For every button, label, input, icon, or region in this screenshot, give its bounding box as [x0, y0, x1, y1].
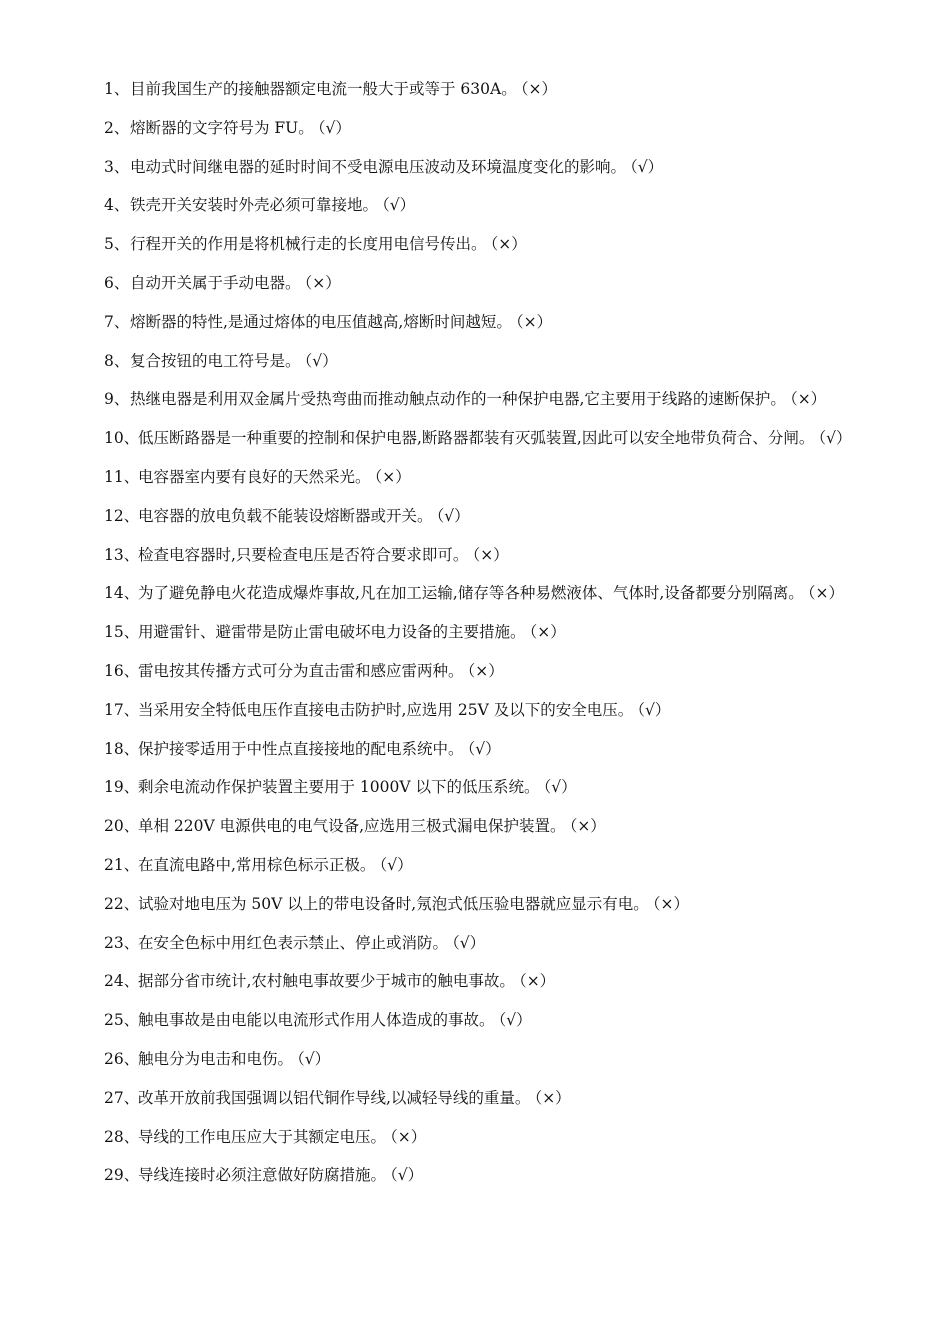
question-number: 8、: [104, 351, 130, 370]
question-text: 雷电按其传播方式可分为直击雷和感应雷两种。: [138, 661, 464, 680]
answer-mark: （√）: [498, 1011, 532, 1030]
answer-mark: （√）: [452, 933, 486, 952]
question-item: [104, 621, 874, 644]
question-number: 16、: [104, 661, 140, 680]
question-item: [104, 699, 874, 722]
answer-mark: （√）: [390, 1166, 424, 1185]
question-item: [104, 815, 874, 838]
question-number: 19、: [104, 778, 140, 797]
question-item: [104, 117, 874, 140]
question-text: 当采用安全特低电压作直接电击防护时,应选用 25V 及以下的安全电压。: [138, 700, 634, 719]
answer-mark: （√）: [379, 855, 413, 874]
question-number: 15、: [104, 623, 140, 642]
answer-mark: （√）: [382, 196, 416, 215]
question-item: [104, 660, 874, 683]
question-number: 2、: [104, 118, 130, 137]
question-number: 28、: [104, 1127, 140, 1146]
answer-mark: （√）: [543, 778, 577, 797]
question-number: 25、: [104, 1011, 140, 1030]
question-item: [104, 854, 874, 877]
question-item: [104, 78, 874, 101]
question-number: 20、: [104, 817, 140, 836]
question-text: 电容器室内要有良好的天然采光。: [138, 467, 371, 486]
question-item: [104, 505, 874, 528]
question-text: 试验对地电压为 50V 以上的带电设备时,氖泡式低压验电器就应显示有电。: [138, 894, 649, 913]
answer-mark: （×）: [652, 894, 689, 913]
question-number: 24、: [104, 972, 140, 991]
question-text: 保护接零适用于中性点直接接地的配电系统中。: [138, 739, 464, 758]
question-text: 导线连接时必须注意做好防腐措施。: [138, 1166, 387, 1185]
answer-mark: （×）: [304, 273, 341, 292]
answer-mark: （×）: [569, 817, 606, 836]
question-text: 熔断器的文字符号为 FU。: [130, 118, 314, 137]
question-text: 自动开关属于手动电器。: [130, 273, 301, 292]
answer-mark: （×）: [472, 545, 509, 564]
question-item: [104, 427, 874, 450]
question-number: 10、: [104, 429, 140, 448]
question-number: 14、: [104, 584, 140, 603]
question-item: [104, 388, 874, 411]
answer-mark: （√）: [467, 739, 501, 758]
question-number: 4、: [104, 196, 130, 215]
question-text: 据部分省市统计,农村触电事故要少于城市的触电事故。: [138, 972, 515, 991]
question-item: [104, 311, 874, 334]
question-number: 27、: [104, 1088, 140, 1107]
question-text: 铁壳开关安装时外壳必须可靠接地。: [130, 196, 379, 215]
answer-mark: （√）: [297, 1049, 331, 1068]
question-number: 5、: [104, 235, 130, 254]
question-number: 1、: [104, 80, 130, 98]
question-text: 复合按钮的电工符号是。: [130, 351, 301, 370]
question-text: 为了避免静电火花造成爆炸事故,凡在加工运输,储存等各种易燃液体、气体时,设备都要分别隔离。: [138, 584, 804, 603]
question-number: 6、: [104, 273, 130, 292]
question-text: 在直流电路中,常用棕色标示正极。: [138, 855, 376, 874]
question-text: 目前我国生产的接触器额定电流一般大于或等于 630A。: [130, 80, 517, 98]
question-number: 29、: [104, 1166, 140, 1185]
answer-mark: （×）: [515, 312, 553, 331]
answer-mark: （×）: [789, 390, 827, 409]
question-text: 熔断器的特性,是通过熔体的电压值越高,熔断时间越短。: [130, 312, 512, 331]
question-item: [104, 350, 874, 373]
question-item: [104, 970, 874, 993]
question-item: [104, 1164, 874, 1187]
question-number: 26、: [104, 1049, 140, 1068]
answer-mark: （√）: [818, 429, 852, 448]
question-item: [104, 544, 874, 567]
answer-mark: （√）: [630, 157, 664, 176]
question-number: 7、: [104, 312, 130, 331]
answer-mark: （×）: [518, 972, 556, 991]
answer-mark: （×）: [490, 235, 527, 254]
question-text: 导线的工作电压应大于其额定电压。: [138, 1127, 387, 1146]
question-item: [104, 466, 874, 489]
question-number: 13、: [104, 545, 140, 564]
question-item: [104, 932, 874, 955]
question-text: 改革开放前我国强调以铝代铜作导线,以减轻导线的重量。: [138, 1088, 531, 1107]
question-item: [104, 776, 874, 799]
question-text: 单相 220V 电源供电的电气设备,应选用三极式漏电保护装置。: [138, 817, 566, 836]
question-number: 12、: [104, 506, 140, 525]
question-text: 热继电器是利用双金属片受热弯曲而推动触点动作的一种保护电器,它主要用于线路的速断保护。: [130, 390, 786, 409]
question-text: 电动式时间继电器的延时时间不受电源电压波动及环境温度变化的影响。: [130, 157, 627, 176]
question-item: [104, 893, 874, 916]
question-number: 23、: [104, 933, 140, 952]
question-item: [104, 156, 874, 179]
question-number: 22、: [104, 894, 140, 913]
question-number: 3、: [104, 157, 130, 176]
question-item: [104, 582, 874, 605]
question-number: 11、: [104, 467, 140, 486]
question-text: 检查电容器时,只要检查电压是否符合要求即可。: [138, 545, 469, 564]
question-text: 在安全色标中用红色表示禁止、停止或消防。: [138, 933, 449, 952]
question-number: 21、: [104, 855, 140, 874]
answer-mark: （√）: [317, 118, 351, 137]
question-item: [104, 1126, 874, 1149]
answer-mark: （×）: [534, 1088, 571, 1107]
question-item: [104, 1087, 874, 1110]
question-text: 剩余电流动作保护装置主要用于 1000V 以下的低压系统。: [138, 778, 540, 797]
answer-mark: （√）: [436, 506, 470, 525]
answer-mark: （×）: [467, 661, 504, 680]
answer-mark: （×）: [374, 467, 411, 486]
answer-mark: （×）: [807, 584, 845, 603]
question-text: 触电事故是由电能以电流形式作用人体造成的事故。: [138, 1011, 495, 1030]
answer-mark: （×）: [520, 80, 557, 98]
question-item: [104, 194, 874, 217]
answer-mark: （×）: [529, 623, 566, 642]
question-item: [104, 738, 874, 761]
question-list: [104, 78, 874, 1203]
question-number: 9、: [104, 390, 130, 409]
question-text: 电容器的放电负载不能装设熔断器或开关。: [138, 506, 433, 525]
question-item: [104, 1048, 874, 1071]
question-text: 行程开关的作用是将机械行走的长度用电信号传出。: [130, 235, 487, 254]
question-text: 用避雷针、避雷带是防止雷电破坏电力设备的主要措施。: [138, 623, 526, 642]
answer-mark: （×）: [390, 1127, 427, 1146]
question-number: 18、: [104, 739, 140, 758]
question-text: 触电分为电击和电伤。: [138, 1049, 294, 1068]
question-item: [104, 233, 874, 256]
question-text: 低压断路器是一种重要的控制和保护电器,断路器都装有灭弧装置,因此可以安全地带负荷合、分闸。: [138, 429, 815, 448]
answer-mark: （√）: [637, 700, 671, 719]
question-item: [104, 1009, 874, 1032]
question-item: [104, 272, 874, 295]
question-number: 17、: [104, 700, 140, 719]
answer-mark: （√）: [304, 351, 338, 370]
